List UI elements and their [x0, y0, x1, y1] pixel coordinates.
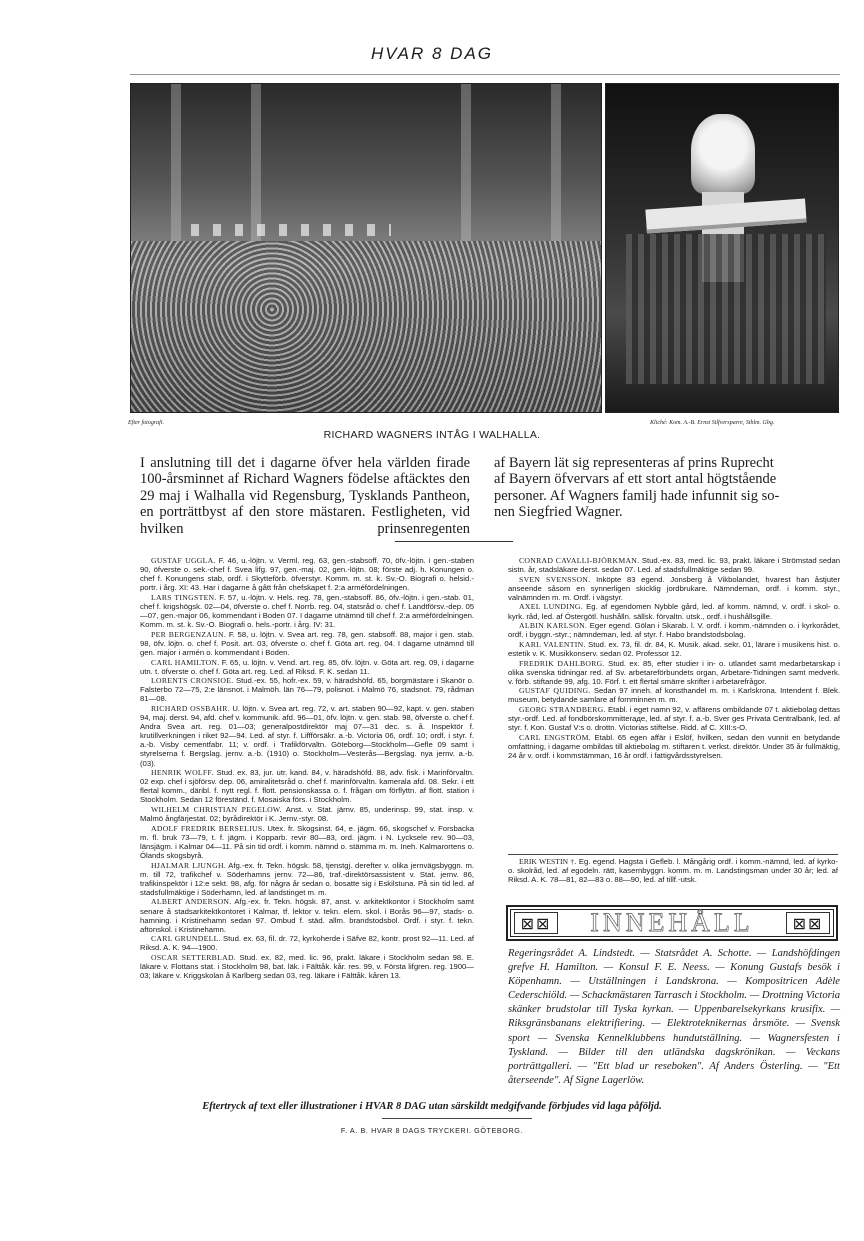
lead-paragraph-left — [140, 455, 470, 537]
bio-entry — [140, 630, 474, 657]
photo-credit-left: Efter fotografi. — [128, 420, 164, 426]
bio-text: Afg.-ex. fr. Tekn. högsk. 87, anst. v. arkitektkontor i Stockholm samt senare å stadsarkitektkontoret i Kalmar, tf. lektor v. tekn. elem. skol. i Borås 96—97, stads- o. hamning. i Kristinehamn sedan 97. Ombud f. städ. allm. brandstodsbol. Ordf. i styr. f. tekn. aftonskol. i Kristinehamn. — [140, 897, 475, 934]
bio-text: F. 65, u. löjtn. v. Vend. art. reg. 85, öfv. löjtn. v. Göta art. reg. 09, i dagarne utn. t. öfverste o. chef f. Göta art. reg. Led. af Riksd. F. K. sedan 11. — [140, 657, 474, 676]
bio-text: Etabl. i eget namn 92, v. affärens ombildande 07 t. aktiebolag dettas styr.-ordf. Led. af fondbörskommitteraде, led. af styr. f. a.-b. Sver ges Privata Centralbank, led. af styr. f. Kon. Gustaf V:s o. drottn. Victorias stiftelse. Ridd. af C. XIII:s-O. — [508, 705, 840, 733]
bio-entry — [508, 575, 840, 602]
contents-list: Regeringsrådet A. Lindstedt. — Statsrådet A. Schotte. — Landshöfdingen grefve H. Hamilton. — Konsul F. E. Neess. — Konung Gustafs besök i Köpenhamn. — Utställningen i Landskrona. — Kompositricen Adèle Cederschiöld. — Schackmästaren Tarrasch i Stockholm. — Drottning Victoria skänker brudstolar till Tyska kyrkan. — Uppenbarelsekyrkans krusifix. — Riksgränsbanans elektrifiering. — Elektroteknikernas årsmöte. — Svensk sport — Svenska Kennelklubbens hundutställning. — Wagnersfesten i Tyskland. — Bilder till den utländska dagskrönikan. — Veckans porträttgalleri. — "Ett blad ur reseboken". Af Anders Österling. — "Ett återseende". Af Signe Lagerlöw. — [508, 948, 840, 1086]
photo-credit-right: Kliché: Kom. A.-B. Ernst Silfversparre, Sthlm. Gbg. — [650, 420, 775, 426]
bio-entry — [140, 953, 474, 980]
bio-name: KARL VALENTIN. — [519, 639, 586, 649]
bio-name: HENRIK WOLFF. — [151, 768, 214, 778]
bio-name: CARL GRUNDELL. — [151, 934, 221, 944]
photo-caption: RICHARD WAGNERS INTÅG I WALHALLA. — [323, 429, 541, 441]
bio-name: CARL HAMILTON. — [151, 657, 220, 667]
bio-text: Stud. ex. 73, fil. dr. 84, K. Musik. akad. sekr. 01, lärare i musikens hist. o. estetik v. K. Musikkonserv. sedan 02. Professor 12. — [508, 639, 840, 658]
printer-imprint: F. A. B. HVAR 8 DAGS TRYCKERI. GÖTEBORG. — [340, 1126, 524, 1135]
bio-text: Inköpte 83 egend. Jonsberg å Vikbolandet, hvarest han åstjuter anseende såsom en synnerligen skicklig jordbrukare. Nämndeman, ordf. i komm. styr., valnämnden m. m. Ordf. i vägstyr. — [508, 574, 840, 602]
bio-text: Stud. ex. 83, jur. utr. kand. 84, v. häradshöfd. 88, adv. fisk. i Marinförvaltn. 02 exp. chef i sjöförsv. dep. 06, amiralitetsråd o. chef f. marinförvaltn. kameralа afd. 08. Sekr. i ett flertal komm., däribl. f. nytt regl. f. flott. pensionskassa o. f. frågan om förflyttn. af flott. station i Stockholm. Sedan 12 föreständ. f. Mosaiska förs. i Stockholm. — [140, 768, 474, 805]
biographies-left-column — [140, 556, 474, 981]
biographies-right-column — [508, 556, 840, 761]
lead-line: af Bayern öfvervars af ett stort antal högtstående — [494, 471, 777, 488]
bio-entry — [508, 602, 840, 620]
bottom-rule — [382, 1118, 532, 1119]
ornament-icon: ⊠⊠ — [514, 912, 558, 934]
contents-header-box — [506, 905, 838, 941]
bio-text: Anst. v. Stat. järnv. 85, underinsp. 99, stat. insp. v. Malmö ångfärjestat. 02; byrådirektör i K. Jernv.-styr. 08. — [140, 805, 474, 824]
bio-name: LARS TINGSTEN. — [151, 592, 217, 602]
bio-name: CONRAD CAVALLI-BJÖRKMAN. — [519, 556, 640, 565]
bio-entry — [140, 805, 474, 823]
bio-name: WILHELM CHRISTIAN PEGELOW. — [151, 805, 282, 815]
bio-name: ALBERT ANDERSON. — [151, 897, 232, 907]
bio-name: LORENTS CRONSIOE. — [151, 676, 234, 686]
bio-name: GEORG STRANDBERG. — [519, 705, 606, 714]
bio-entry — [140, 593, 474, 629]
bio-text: F. 58, u. löjtn. v. Svea art. reg. 78, gen. stabsoff. 88, major i gen. stab. 98, öfv. löjtn. o. chef f. Posit. art. 03, öfverste o. chef f. Göta art. reg. 04. I dagarne utnämnd till gen. major i armén o. kommendant i Boden. — [140, 629, 474, 657]
bio-entry — [140, 556, 474, 592]
bio-entry — [140, 704, 474, 768]
bio-text: F. 57, u.-löjtn. v. Hels. reg. 78, gen.-stabsoff. 86, öfv.-löjtn. i gen.-stab. 01, chef f. krigshögsk. 02—04, öfverste o. chef f. Norrb. reg. 04, statsråd o. chef f. Landtförsv.-dep. 05—07, gen.-major 06, kommendant i Boden 07. I dagarne utnämnd till chef f. 2:a arméfördelningen. Komm. m. st. k. Sv.-O. Biografi o. hels.-portr. i årg. IV: 31. — [140, 592, 474, 630]
bio-entry — [140, 897, 474, 933]
bio-name: GUSTAF QUIDING. — [519, 686, 591, 696]
bio-text: Eg. egend. Hagsta i Gefleb. l. Mångårig ordf. i komm.-nämnd, led. af kyrko- o. skolråd, led. af egodeln. rätt, kasernbyggn. komm. m. m. Landstingsman under 30 år; led. af Riksd. A. K. 78—81, 82—83 o. 88—90, led. af tillf.-utsk. — [508, 857, 838, 885]
bio-text: Stud. ex. 85, efter studier i in- o. utlandet samt medarbetarskap i olika svenska tidningar red. af Sv. arbetareförbundets organ, Arbetare-Tidningen samt medverk. v. förb. stiftande 99, afg. 10. Förf. t. ett flertal smärre skrifter i arbetarefrågor. — [508, 658, 841, 686]
ornament-icon: ⊠⊠ — [786, 912, 830, 934]
bio-text: F. 46, u.-löjtn. v. Verml. reg. 63, gen.-stabsoff. 70, öfv.-löjtn. i gen.-staben 90, öfverste o. sek.-chef f. Svea lifg. 97, gen.-maj. 02, gen.-löjtn. 08; förste adj. h. Konungen o. chef f. Konungens stab, ordf. i Skytteförb. öfverstyr. Komm. m. st. k. Sv.-O. Biografi o. helsid.-portr. i årg. XI: 43. Har i dagarne å gått från chefskapet f. 2:a arméfördelningen. — [140, 556, 474, 593]
bio-entry — [140, 768, 474, 804]
bio-entry — [508, 705, 840, 732]
bio-entry — [508, 621, 840, 639]
lead-line: personer. Af Wagners familj hade infunnit sig so- — [494, 487, 780, 504]
lead-line: nen Siegfried Wagner. — [494, 504, 623, 521]
bio-name: AXEL LUNDING. — [519, 602, 583, 612]
bio-name: OSCAR SETTERBLAD. — [151, 953, 237, 963]
bio-text: Afg.-ex. fr. Tekn. högsk. 58, tjenstgj. derefter v. olika jernvägsbyggn. m. m. till 72, trafikchef v. Söderhamns jernv. 72—86, traf.-direktörsassistent v. Stat. jernv. 86, trafikinspektör i 12:e sekt. 98, afg. för några år sedan o. bosatte sig i Eskilstuna. På sin tid led. af stadsfullmäktige i Söderhamn, led. af landstinget m. m. — [140, 860, 474, 897]
bio-name: RICHARD OSSBAHR. — [151, 704, 230, 713]
masthead-rule — [130, 74, 840, 75]
bio-name: ERIK WESTIN †. — [519, 857, 577, 866]
bio-text: Utex. fr. Skogsinst. 64, e. jägm. 66, skogschef v. Forsbacka m. fl. bruk 73—79, t. f. jägm. i Kopparb. revir 80—83, ord. jägm. i N. Lycksele rev. 90—03, länsjägm. i Kalmar 04—11. På sin tid ordf. i komm. nämnd o. stämma m. m. Ineh. Kalmarortens o. Ölands skogsbyrå. — [140, 823, 474, 860]
bio-text: U. löjtn. v. Svea art. reg. 72, v. art. staben 90—92, kapt. v. gen. staben 94, maj. derst. 94, afd. chef v. kommunik. afd. 96—01, öfv. löjtn. v. gen. stab. 98, öfverste o. chef f. Andra Svea art. reg. 01—03; generalpostdirektör maj 07—31 dec. s. å. Inspektör f. krutillverkningen i riket 92—94. Led. af styr. f. Liffförsäkr. a.-b. Victoria 06, ordf. 10; ordf. i styr. f. a.-b. Visby cementfabr. 11; v. ordf. i Trafikförvaltn. Göteborg—Stockholm—Gefle 09 samt i styrelserna f. Bergslag. jernv. a.-b. (1910) o. Stockholm—Vesterås—Bergslag. nya jernv. a.-b. (03). — [140, 704, 475, 768]
bio-entry-westin — [508, 857, 838, 884]
section-divider — [395, 541, 513, 542]
bio-entry — [508, 640, 840, 658]
westin-rule — [508, 854, 838, 855]
bio-entry — [140, 934, 474, 952]
reprint-notice: Eftertryck af text eller illustrationer i HVAR 8 DAG utan särskildt medgifvande förbjudes vid laga påföljd. — [202, 1101, 662, 1112]
bio-name: FREDRIK DAHLBORG. — [519, 658, 605, 668]
bio-entry — [508, 556, 840, 574]
bio-entry — [508, 659, 840, 686]
lead-line: af Bayern lät sig representeras af prins Ruprecht — [494, 455, 774, 471]
bio-text: Eg. af egendomen Nybble gård, led. af komm. nämnd, v. ordf. i skol- o. kyrk. råd, led. af Östergötl. hushålln. sällsk. förvaltn. utsk., ordf. i hushållsgille. — [508, 602, 840, 621]
photo-wagner-bust — [605, 83, 839, 413]
bio-name: PER BERGENZAUN. — [151, 629, 227, 639]
bio-text: Stud. ex. 82, med. lic. 96, prakt. läkare i Stockholm sedan 98. E. läkare v. Flottans stat. i Stockholm 98, bat. läk. i Fälttåk. kår. res. 99, v. Första lifgren. reg. 1900—03; läkare v. Kriggskolan å Karlberg sedan 03, reg. läkare i Fälttåk. kåren 13. — [140, 953, 474, 981]
bio-text: Stud.-ex. 83, med. lic. 93, prakt. läkare i Strömstad sedan sistn. år, stadsläkare derst. sedan 07. Led. af stadsfullmäktige sedan 99. — [508, 556, 841, 575]
bio-text: Eger egend. Gölan i Skarab. l. V. ordf. i komm.-nämnden o. i kyrkorådet, ordf. i byggn.-styr.; nämndeman, led. af styr. f. Habo brandstodsbolag. — [508, 621, 841, 640]
bio-name: SVEN SVENSSON. — [519, 574, 591, 584]
bio-name: HJALMAR LJUNGH. — [151, 860, 227, 870]
bio-name: GUSTAF UGGLA. — [151, 556, 216, 565]
bio-name: ALBIN KARLSON. — [519, 621, 588, 631]
masthead: HVAR 8 DAG — [370, 44, 494, 63]
bio-text: Stud. ex. 63, fil. dr. 72, kyrkoherde i Säfve 82, kontr. prost 92—11. Led. af Riksd. A. K. 94—1900. — [140, 934, 474, 953]
contents-title: INNEHÅLL — [590, 908, 754, 937]
bio-text: Sedan 97 inneh. af konsthandel m. m. i Karlskrona. Intendent f. Blek. museum, betydande samlare af fornminnen m. m. — [508, 686, 841, 705]
bio-name: ADOLF FREDRIK BERSELIUS. — [151, 823, 265, 833]
bio-name: CARL ENGSTRÖM. — [519, 732, 591, 742]
bio-entry — [140, 861, 474, 897]
bio-text: Etabl. 65 egen affär i Eslöf, hvilken, sedan den vunnit en betydande omfattning, i dagarne ombildas till aktiebolag m. stiftaren t. verkst. direktör. Under 35 år fullmäktig, 24 år v. ordf. i kommstämman, 16 år ordf. i fattigvårdsstyrelsen. — [508, 732, 841, 760]
bio-entry — [140, 824, 474, 860]
bio-entry — [140, 658, 474, 676]
photo-walhalla-procession — [130, 83, 602, 413]
lead-text-left: I anslutning till det i dagarne öfver hela världen firade 100-årsminnet af Richard Wagners födelse aftäcktes den 29 maj i Walhalla vid Regensburg, Tysklands Pantheon, en porträttbyst af den store mästaren. Festligheten, vid hvilken prinsenregenten — [140, 455, 470, 537]
bio-text: Stud.-ex. 55, hofr.-ex. 59, v. häradshöfd. 65, borgmästare i Skanör o. Falsterbo 72—75, 2:e länsnot. i Malmöh. län 76—79, polisnot. i Malmö 76, stadsnot. 79, rådman 81—08. — [140, 676, 474, 704]
bio-entry — [508, 733, 840, 760]
bio-entry — [508, 686, 840, 704]
bio-entry — [140, 676, 474, 703]
lead-paragraph-right — [494, 455, 838, 521]
